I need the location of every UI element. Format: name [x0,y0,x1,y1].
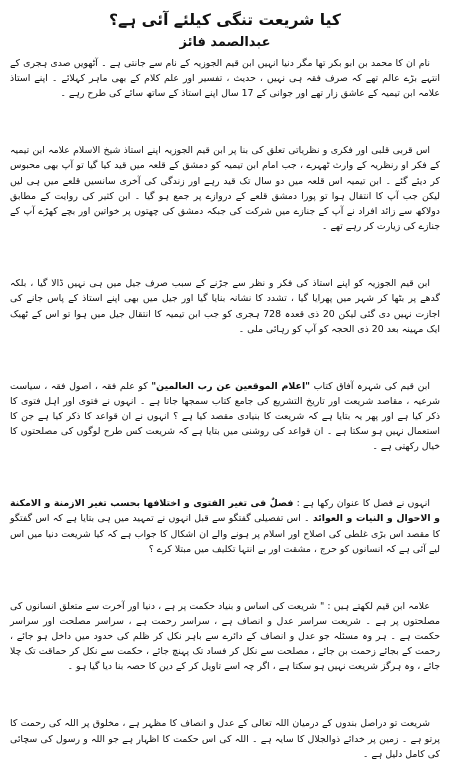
article-paragraph [10,599,440,675]
article-paragraph [10,143,440,234]
article-body [10,56,440,762]
paragraph-text: نام ان کا محمد بن ابو بکر تھا مگر دنیا انہیں ابن قیم الجوزیہ کے نام سے جانتی ہے ۔ آٹھویں صدی ہجری کے انتہے بڑے عالم تھے کہ صرف فقہ ہی نہیں ، حدیث ، تفسیر اور علم کلام کے بھی ماہر کہلائے ۔ اپنے استاذ علامہ ابن تیمیہ کے عاشق زار تھے اور جوانی کے 17 سال اپنے استاذ کے ساتھ سائے کی طرح رہے ۔ [10,58,440,100]
arabic-quote: فصلٌ فی تغیر الفتوی و اختلافها بحسب تغیر الازمنة و الامکنة و الاحوال و النیات و العوائد [10,498,440,525]
paragraph-text: کو علم فقہ ، اصول فقہ ، سیاست شرعیہ ، مقاصد شریعت اور تاریخ التشریع کی جامع کتاب سمجھا جاتا ہے ۔ انہوں نے فتوی اور اہل فتوی کا ذکر کیا ہے اور پھر یہ بتایا ہے کہ شریعت کا بنیادی مقصد کیا ہے ؟ انہوں نے ان قواعد کا ذکر کیا ہے جن کا استعمال نہیں ہو سکتا ہے ۔ ان قواعد کی روشنی میں بتایا ہے کہ شریعت کس طرح لوگوں کی مصلحتوں کا خیال رکھتی ہے ۔ [10,380,440,453]
article-paragraph [10,379,440,455]
paragraph-text: ابن قیم الجوزیہ کو اپنے استاذ کی فکر و نظر سے جڑنے کے سبب صرف جیل میں ہی نہیں ڈالا گیا ، بلکہ گدھے پر بٹھا کر شہر میں پھرایا گیا ، تشدد کا نشانہ بنایا گیا اور جیل میں بھی اپنے استاذ کے پاس جانے کی اجازت نہیں دی گئی لیکن 20 ذی قعدہ 728 ہجری کو جب ابن تیمیہ کا انتقال جیل میں ہوا تو اس کے ٹھیک ایک مہینہ بعد 20 ذی الحجہ کو آپ کو رہائی ملی ۔ [10,278,440,335]
article-title: کیا شریعت تنگی کیلئے آئی ہے؟ [109,11,341,29]
article-author: عبدالصمد فائز [179,35,271,50]
paragraph-text: شریعت تو دراصل بندوں کے درمیان اللہ تعالی کے عدل و انصاف کا مظہر ہے ، مخلوق پر اللہ کی رحمت کا پرتو ہے ۔ زمین پر خدائے ذوالجلال کا سایہ ہے ۔ اللہ کی اس حکمت کا اظہار ہے جو اللہ و رسول کی سچائی کی کامل دلیل ہے ۔ [10,718,440,760]
paragraph-text: اس قربی قلبی اور فکری و نظریاتی تعلق کی بنا پر ابن قیم الجوزیہ اپنے استاذ شیخ الاسلام علامہ ابن تیمیہ کے فکر او رنظریہ کے وارث ٹھہرے ، جب امام ابن تیمیہ کو دمشق کے قلعہ میں قید کیا گیا تو آپ بھی محبوس کر دیئے گئے ۔ ابن تیمیہ اس قلعہ میں دو سال تک قید رہے اور زندگی کی آخری سانسیں قلعے میں ہی لیں لیکن جب آپ کا انتقال ہوا تو پورا دمشق قلعے کے دروازے پر جمع ہو گیا ۔ ابن کثیر کی روایت کے مطابق دولاکھ سے زائد افراد نے آپ کے جنازے میں شرکت کی جبکہ دمشق کی چھتوں پر خواتین اور بچے کھڑے آپ کے جنازے کی زیارت کر رہے تھے ۔ [10,145,440,233]
paragraph-text: ابن قیم کی شہرہ آفاق کتاب [310,380,430,392]
paragraph-text: انہوں نے فصل کا عنوان رکھا ہے : [293,498,430,510]
article-paragraph [10,276,440,337]
article-paragraph [10,56,440,102]
article-paragraph [10,496,440,557]
arabic-quote: "اعلام الموقعین عن رب العالمین" [151,380,311,392]
paragraph-text: ۔ اس تفصیلی گفتگو سے قبل انہوں نے تمہید میں ہی بتایا ہے کہ اس گفتگو کا مقصد اس بڑی غلطی کی اصلاح اور اسلام پر ہونے والے ان اشکال کا جواب ہے کہ کیا شریعت دنیا میں اس لیے آئی ہے کہ انسانوں کو حرج ، مشقت اور بے انتہا تکلیف میں مبتلا کرے ؟ [10,513,440,555]
paragraph-text: علامہ ابن قیم لکھتے ہیں : " شریعت کی اساس و بنیاد حکمت پر ہے ، دنیا اور آخرت سے متعلق انسانوں کی مصلحتوں پر ہے ۔ شریعت سراسر عدل و انصاف ہے ، سراسر رحمت ہے ، سراسر مصلحت اور سراسر حکمت ہے ۔ ہر وہ مسئلہ جو عدل و انصاف کے دائرے سے باہر نکل کر ظلم کی حدود میں داخل ہو جائے ، رحمت کے بجائے زحمت بن جائے ، مصلحت سے نکل کر فساد تک پہنچ جائے ، حکمت سے نکل کر حماقت تک چلا جائے ، وہ ہرگز شریعت نہیں ہو سکتا ہے ، اگر چہ اسے تاویل کر کے دین کا حصہ بنا دیا گیا ہو ۔ [10,600,440,673]
article-paragraph [10,716,440,762]
